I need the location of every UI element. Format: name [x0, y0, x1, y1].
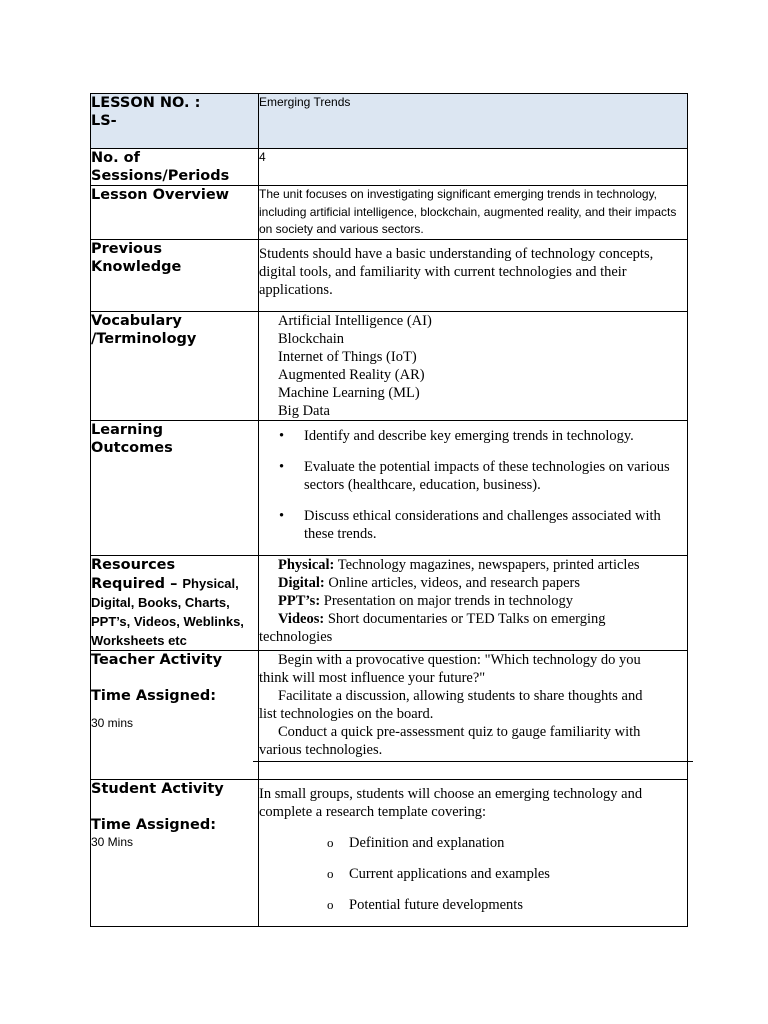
learning-outcomes-label: Learning Outcomes — [91, 420, 259, 555]
vocab-term: Internet of Things (IoT) — [278, 348, 417, 365]
row-sessions — [91, 149, 688, 186]
circle-bullet-icon: o — [327, 865, 334, 881]
previous-knowledge-text: Students should have a basic understanding of technology concepts, digital tools, and familiarity with current technologies and their applications. — [259, 239, 688, 311]
circle-bullet-icon: o — [327, 896, 334, 912]
bullet-icon: • — [279, 458, 285, 475]
list-item: o Definition and explanation — [327, 834, 505, 851]
sessions-label: No. of Sessions/Periods — [91, 149, 259, 186]
overview-text: The unit focuses on investigating significant emerging trends in technology, including artificial intelligence, blockchain, augmented reality, and their impacts on society and various sectors. — [259, 186, 688, 240]
row-previous-knowledge — [91, 239, 688, 311]
previous-knowledge-label: Previous Knowledge — [91, 239, 259, 311]
list-item: • Discuss ethical considerations and challenges associated with these trends. — [279, 507, 661, 542]
teacher-activity-text: Begin with a provocative question: "Which technology do you think will most influence your future?" Facilitate a discussion, allowing students to share thoughts and list technologies on the board. Conduct a quick pre-assessment quiz to gauge familiarity with various technologies. — [259, 650, 688, 779]
list-item: • Evaluate the potential impacts of these technologies on various sectors (healthcare, education, business). — [279, 458, 670, 493]
resource-item: Videos: Short documentaries or TED Talks on emerging — [278, 610, 606, 627]
resources-list: Physical: Technology magazines, newspapers, printed articles Digital: Online articles, videos, and research papers PPT’s: Presentation on major trends in technology Videos: Short documentaries or TED Talks on emerging technologies — [259, 555, 688, 650]
row-overview — [91, 186, 688, 240]
vocab-term: Big Data — [278, 402, 330, 419]
student-activity-text: In small groups, students will choose an emerging technology and complete a research template covering: o Definition and explanation o Current applications and examples o Potential future developments — [259, 779, 688, 926]
row-lesson-no — [91, 94, 688, 149]
student-activity-label: Student Activity Time Assigned: 30 Mins — [91, 779, 259, 926]
vocab-term: Blockchain — [278, 330, 345, 347]
vocab-term: Augmented Reality (AR) — [278, 366, 425, 383]
student-time-value: 30 Mins — [91, 834, 134, 849]
sessions-value: 4 — [259, 149, 688, 186]
resource-item: Digital: Online articles, videos, and research papers — [278, 574, 580, 591]
student-time-label: Time Assigned: — [91, 816, 217, 833]
bullet-icon: • — [279, 427, 285, 444]
row-resources — [91, 555, 688, 650]
list-item: o Current applications and examples — [327, 865, 550, 882]
list-item: • Identify and describe key emerging trends in technology. — [279, 427, 634, 444]
resource-item: Physical: Technology magazines, newspapers, printed articles — [278, 556, 640, 573]
row-teacher-activity — [91, 650, 688, 779]
vocab-term: Artificial Intelligence (AI) — [278, 312, 432, 329]
lesson-no-label: LESSON NO. : LS- — [91, 94, 259, 149]
resource-item: PPT’s: Presentation on major trends in technology — [278, 592, 574, 609]
vocab-term: Machine Learning (ML) — [278, 384, 420, 401]
divider — [253, 761, 693, 779]
lesson-plan-table — [90, 93, 688, 927]
vocabulary-list — [259, 311, 688, 420]
teacher-activity-label: Teacher Activity Time Assigned: 30 mins — [91, 650, 259, 779]
lesson-title: Emerging Trends — [259, 94, 688, 149]
list-item: o Potential future developments — [327, 896, 523, 913]
teacher-time-value: 30 mins — [91, 715, 134, 730]
row-learning-outcomes — [91, 420, 688, 555]
bullet-icon: • — [279, 507, 285, 524]
circle-bullet-icon: o — [327, 834, 334, 850]
learning-outcomes-list — [259, 420, 688, 555]
row-student-activity — [91, 779, 688, 926]
overview-label: Lesson Overview — [91, 186, 259, 240]
resources-label: Resources Required – Physical, Digital, Books, Charts, PPT’s, Videos, Weblinks, Worksheets etc — [91, 555, 259, 650]
vocabulary-label: Vocabulary /Terminology — [91, 311, 259, 420]
row-vocabulary — [91, 311, 688, 420]
teacher-time-label: Time Assigned: — [91, 687, 217, 704]
